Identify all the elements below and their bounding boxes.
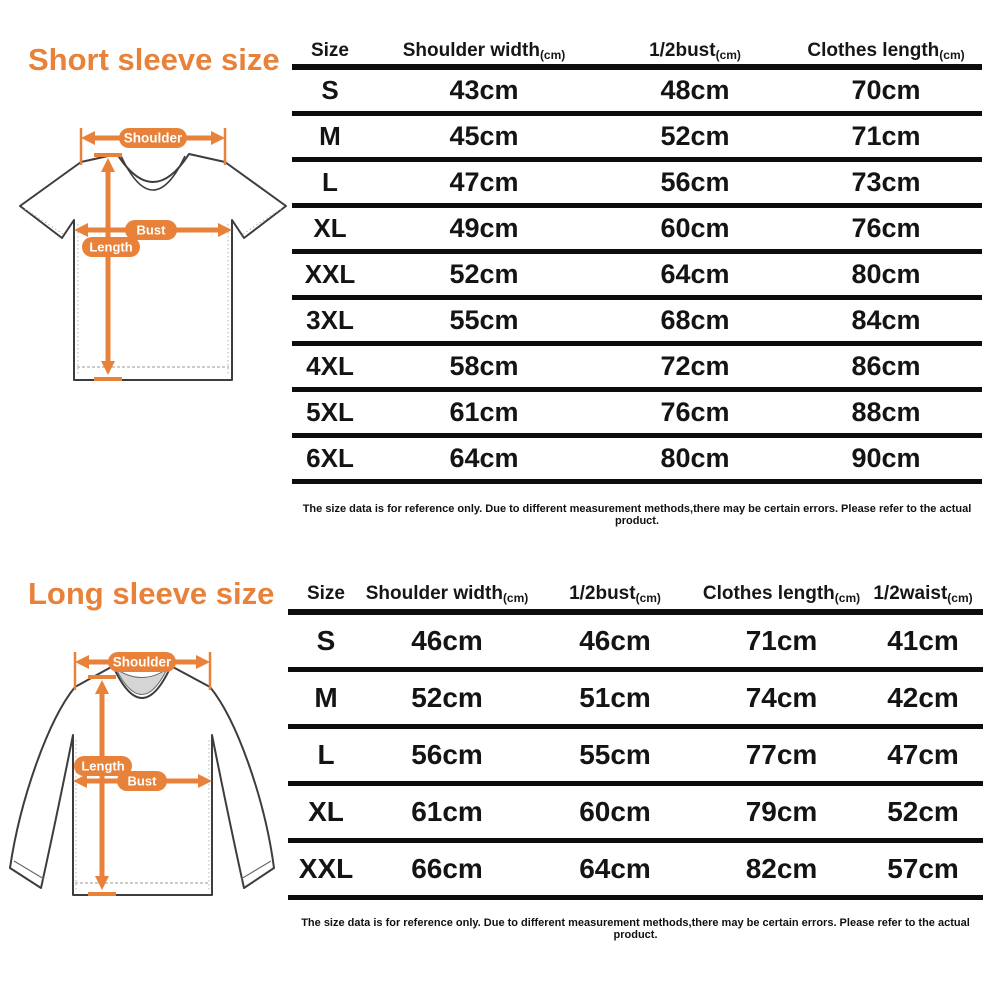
- shoulder-pill-label: Shoulder: [123, 130, 183, 146]
- value-cell: 90cm: [790, 436, 982, 482]
- value-cell: 58cm: [368, 344, 600, 390]
- short-sleeve-title: Short sleeve size: [28, 42, 280, 77]
- table-row: [292, 252, 982, 298]
- value-cell: 64cm: [600, 252, 790, 298]
- column-header: Shoulder width(cm): [368, 38, 600, 67]
- size-cell: S: [288, 612, 364, 670]
- shoulder-pill-label: Shoulder: [112, 654, 172, 670]
- value-cell: 73cm: [790, 160, 982, 206]
- bust-pill-label: Bust: [127, 773, 157, 789]
- value-cell: 72cm: [600, 344, 790, 390]
- value-cell: 45cm: [368, 114, 600, 160]
- value-cell: 43cm: [368, 67, 600, 114]
- value-cell: 80cm: [790, 252, 982, 298]
- value-cell: 55cm: [368, 298, 600, 344]
- table-row: [292, 67, 982, 114]
- tshirt-outline-icon: [20, 154, 286, 380]
- value-cell: 52cm: [364, 670, 530, 727]
- size-cell: XL: [288, 784, 364, 841]
- value-cell: 47cm: [368, 160, 600, 206]
- size-cell: XXL: [292, 252, 368, 298]
- header-row: [292, 38, 982, 67]
- size-cell: 4XL: [292, 344, 368, 390]
- value-cell: 74cm: [700, 670, 863, 727]
- value-cell: 42cm: [863, 670, 983, 727]
- length-pill-label: Length: [81, 758, 125, 774]
- value-cell: 55cm: [530, 727, 700, 784]
- table-row: [292, 206, 982, 252]
- bust-pill-label: Bust: [136, 222, 166, 238]
- value-cell: 56cm: [364, 727, 530, 784]
- value-cell: 88cm: [790, 390, 982, 436]
- long-sleeve-title: Long sleeve size: [28, 576, 275, 611]
- value-cell: 57cm: [863, 841, 983, 898]
- value-cell: 52cm: [863, 784, 983, 841]
- value-cell: 68cm: [600, 298, 790, 344]
- column-header: 1/2waist(cm): [863, 578, 983, 612]
- short-sleeve-disclaimer: The size data is for reference only. Due to different measurement methods,there may be certain errors. Please refer to the actual product.: [302, 503, 972, 527]
- column-header: Shoulder width(cm): [364, 578, 530, 612]
- table-row: [292, 160, 982, 206]
- value-cell: 71cm: [790, 114, 982, 160]
- value-cell: 52cm: [600, 114, 790, 160]
- column-header: 1/2bust(cm): [600, 38, 790, 67]
- value-cell: 86cm: [790, 344, 982, 390]
- value-cell: 80cm: [600, 436, 790, 482]
- long-sleeve-disclaimer: The size data is for reference only. Due to different measurement methods,there may be certain errors. Please refer to the actual product.: [301, 917, 970, 941]
- size-cell: M: [292, 114, 368, 160]
- short-sleeve-size-table: [292, 38, 982, 484]
- table-row: [292, 114, 982, 160]
- size-cell: L: [292, 160, 368, 206]
- value-cell: 41cm: [863, 612, 983, 670]
- value-cell: 48cm: [600, 67, 790, 114]
- column-header: Size: [288, 578, 364, 612]
- value-cell: 47cm: [863, 727, 983, 784]
- table-row: [292, 436, 982, 482]
- table-row: [292, 298, 982, 344]
- table-row: [292, 344, 982, 390]
- value-cell: 46cm: [530, 612, 700, 670]
- size-cell: S: [292, 67, 368, 114]
- value-cell: 84cm: [790, 298, 982, 344]
- table-row: [288, 612, 983, 670]
- value-cell: 61cm: [368, 390, 600, 436]
- length-pill-label: Length: [89, 239, 133, 255]
- value-cell: 60cm: [530, 784, 700, 841]
- size-cell: XXL: [288, 841, 364, 898]
- value-cell: 64cm: [368, 436, 600, 482]
- table-row: [288, 670, 983, 727]
- column-header: Clothes length(cm): [790, 38, 982, 67]
- size-cell: L: [288, 727, 364, 784]
- value-cell: 46cm: [364, 612, 530, 670]
- value-cell: 70cm: [790, 67, 982, 114]
- header-row: [288, 578, 983, 612]
- value-cell: 56cm: [600, 160, 790, 206]
- value-cell: 51cm: [530, 670, 700, 727]
- table-row: [288, 784, 983, 841]
- value-cell: 66cm: [364, 841, 530, 898]
- value-cell: 60cm: [600, 206, 790, 252]
- value-cell: 71cm: [700, 612, 863, 670]
- size-cell: 6XL: [292, 436, 368, 482]
- size-cell: 3XL: [292, 298, 368, 344]
- value-cell: 76cm: [790, 206, 982, 252]
- size-cell: M: [288, 670, 364, 727]
- column-header: Clothes length(cm): [700, 578, 863, 612]
- value-cell: 82cm: [700, 841, 863, 898]
- value-cell: 49cm: [368, 206, 600, 252]
- value-cell: 77cm: [700, 727, 863, 784]
- table-row: [288, 841, 983, 898]
- value-cell: 61cm: [364, 784, 530, 841]
- column-header: Size: [292, 38, 368, 67]
- table-row: [288, 727, 983, 784]
- value-cell: 79cm: [700, 784, 863, 841]
- value-cell: 52cm: [368, 252, 600, 298]
- table-row: [292, 390, 982, 436]
- value-cell: 64cm: [530, 841, 700, 898]
- value-cell: 76cm: [600, 390, 790, 436]
- long-sleeve-diagram: [8, 640, 295, 904]
- size-cell: XL: [292, 206, 368, 252]
- short-sleeve-diagram: [12, 108, 295, 443]
- long-sleeve-size-table: [288, 578, 983, 900]
- column-header: 1/2bust(cm): [530, 578, 700, 612]
- size-cell: 5XL: [292, 390, 368, 436]
